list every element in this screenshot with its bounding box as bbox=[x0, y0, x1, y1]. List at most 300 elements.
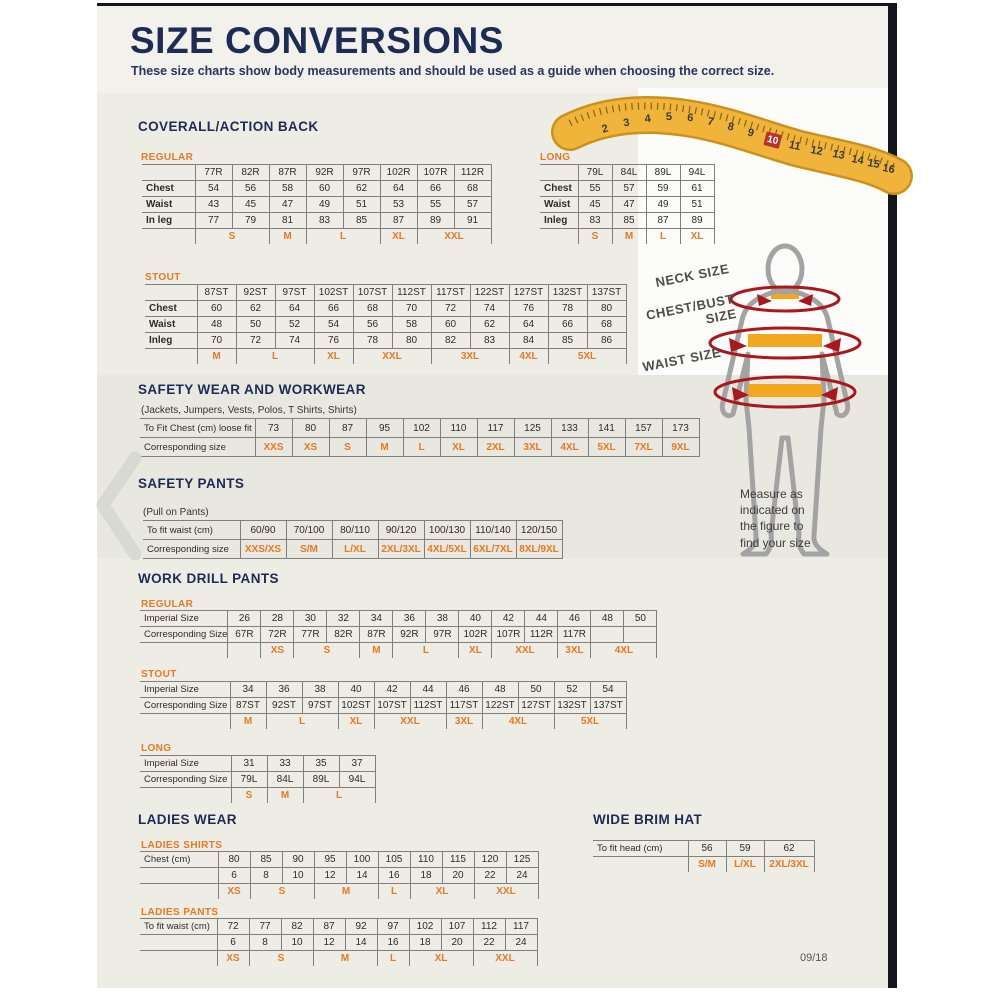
table-cell bbox=[228, 643, 261, 659]
table-cell: 3XL bbox=[558, 643, 591, 659]
svg-text:9: 9 bbox=[746, 126, 756, 140]
table-row bbox=[142, 213, 491, 229]
table-row bbox=[593, 857, 814, 873]
table-cell: L bbox=[403, 438, 440, 457]
table-row bbox=[142, 229, 491, 245]
table-cell: XXL bbox=[474, 884, 538, 900]
svg-text:14: 14 bbox=[850, 152, 865, 168]
table-cell: M bbox=[230, 714, 266, 730]
table-cell bbox=[145, 285, 197, 301]
table-cell: L bbox=[393, 643, 459, 659]
table-row bbox=[145, 333, 626, 349]
table-row bbox=[540, 181, 714, 197]
svg-text:10: 10 bbox=[765, 133, 780, 148]
table-cell bbox=[140, 788, 231, 804]
table-cell: 49 bbox=[646, 197, 680, 213]
table-cell: 62 bbox=[343, 181, 380, 197]
table-cell: 50 bbox=[236, 317, 275, 333]
table-cell: 56 bbox=[353, 317, 392, 333]
table-cell: 56 bbox=[688, 841, 726, 857]
table-cell: 52 bbox=[275, 317, 314, 333]
table-cell: 36 bbox=[393, 611, 426, 627]
table-cell: 97R bbox=[426, 627, 459, 643]
table-cell: 10 bbox=[282, 868, 314, 884]
table-cell: XXS/XS bbox=[240, 540, 286, 559]
svg-text:3: 3 bbox=[622, 116, 631, 130]
table-cell: 9XL bbox=[662, 438, 699, 457]
table-cell: 112ST bbox=[392, 285, 431, 301]
table-cell: 120/150 bbox=[516, 521, 562, 540]
table-cell: XL bbox=[314, 349, 353, 365]
table-cell: 89L bbox=[646, 165, 680, 181]
table-cell: 72R bbox=[261, 627, 294, 643]
table-cell: 81 bbox=[269, 213, 306, 229]
size-table bbox=[593, 840, 815, 872]
table-cell: 92ST bbox=[266, 698, 302, 714]
prev-chevron-icon[interactable] bbox=[90, 450, 146, 562]
table-cell: To fit waist (cm) bbox=[143, 521, 240, 540]
table-cell: Waist bbox=[540, 197, 578, 213]
svg-text:4: 4 bbox=[644, 112, 652, 126]
table-cell: 84L bbox=[612, 165, 646, 181]
table-cell: 68 bbox=[353, 301, 392, 317]
section-title-coverall: COVERALL/ACTION BACK bbox=[138, 119, 319, 134]
safety-wear-table bbox=[140, 418, 700, 457]
table-cell: XS bbox=[261, 643, 294, 659]
table-cell: 77 bbox=[195, 213, 232, 229]
table-cell: 68 bbox=[587, 317, 626, 333]
svg-text:13: 13 bbox=[831, 148, 846, 163]
coverall-stout-table bbox=[145, 284, 627, 364]
table-cell: 54 bbox=[314, 317, 353, 333]
table-cell: 33 bbox=[267, 756, 303, 772]
table-cell: XXS bbox=[255, 438, 292, 457]
table-cell: 12 bbox=[313, 935, 345, 951]
table-cell: XL bbox=[680, 229, 714, 245]
table-cell: 80/110 bbox=[332, 521, 378, 540]
table-cell: 34 bbox=[230, 682, 266, 698]
table-cell: XS bbox=[218, 884, 250, 900]
table-cell: 62 bbox=[236, 301, 275, 317]
table-cell: 127ST bbox=[509, 285, 548, 301]
label-coverall-stout: STOUT bbox=[145, 272, 181, 283]
table-cell: 35 bbox=[303, 756, 339, 772]
size-table bbox=[145, 284, 627, 364]
table-cell: 110/140 bbox=[470, 521, 516, 540]
table-row bbox=[140, 951, 537, 967]
table-cell: S bbox=[294, 643, 360, 659]
safety-wear-note: (Jackets, Jumpers, Vests, Polos, T Shirts, Shirts) bbox=[141, 405, 357, 416]
table-cell: 95 bbox=[366, 419, 403, 438]
table-cell: 54 bbox=[590, 682, 626, 698]
table-cell: L/XL bbox=[332, 540, 378, 559]
table-cell: XXL bbox=[417, 229, 491, 245]
table-cell bbox=[591, 627, 624, 643]
table-cell bbox=[142, 229, 195, 245]
table-cell: 46 bbox=[558, 611, 591, 627]
table-row bbox=[140, 884, 538, 900]
table-cell: 112R bbox=[525, 627, 558, 643]
svg-text:7: 7 bbox=[706, 115, 715, 129]
table-cell: 92R bbox=[306, 165, 343, 181]
table-cell: 64 bbox=[275, 301, 314, 317]
table-cell: 78 bbox=[548, 301, 587, 317]
table-cell: M bbox=[269, 229, 306, 245]
table-cell: 173 bbox=[662, 419, 699, 438]
table-row bbox=[140, 868, 538, 884]
table-cell: 38 bbox=[302, 682, 338, 698]
svg-text:16: 16 bbox=[881, 161, 896, 177]
table-cell: 62 bbox=[764, 841, 814, 857]
table-row bbox=[142, 181, 491, 197]
table-cell: 85 bbox=[343, 213, 380, 229]
table-cell: S bbox=[250, 884, 314, 900]
table-cell bbox=[140, 868, 218, 884]
table-row bbox=[140, 772, 375, 788]
table-cell: 2XL/3XL bbox=[764, 857, 814, 873]
table-cell: 85 bbox=[250, 852, 282, 868]
table-cell: 48 bbox=[591, 611, 624, 627]
ladies-shirts-table bbox=[140, 851, 539, 899]
table-cell: 100/130 bbox=[424, 521, 470, 540]
table-cell: 117 bbox=[505, 919, 537, 935]
table-cell: 133 bbox=[551, 419, 588, 438]
table-cell: 94L bbox=[339, 772, 375, 788]
table-cell: 141 bbox=[588, 419, 625, 438]
svg-text:6: 6 bbox=[686, 111, 694, 125]
table-cell: Corresponding Size bbox=[140, 627, 228, 643]
table-cell: L bbox=[266, 714, 338, 730]
table-cell: 74 bbox=[275, 333, 314, 349]
wdp-long-table bbox=[140, 755, 376, 803]
table-cell bbox=[540, 165, 578, 181]
table-cell: XXL bbox=[353, 349, 431, 365]
table-cell: 64 bbox=[509, 317, 548, 333]
table-cell: 86 bbox=[587, 333, 626, 349]
coverall-long-table bbox=[540, 164, 715, 244]
table-cell: 122ST bbox=[482, 698, 518, 714]
table-row bbox=[145, 317, 626, 333]
table-cell: Corresponding size bbox=[140, 438, 255, 457]
table-row bbox=[593, 841, 814, 857]
page-title: SIZE CONVERSIONS bbox=[130, 20, 504, 61]
table-row bbox=[540, 165, 714, 181]
table-cell: 122ST bbox=[470, 285, 509, 301]
table-cell: 137ST bbox=[587, 285, 626, 301]
table-cell: 44 bbox=[525, 611, 558, 627]
table-cell: 137ST bbox=[590, 698, 626, 714]
table-cell: 50 bbox=[518, 682, 554, 698]
table-cell: 107ST bbox=[353, 285, 392, 301]
table-cell: 3XL bbox=[446, 714, 482, 730]
table-cell: 97R bbox=[343, 165, 380, 181]
table-cell bbox=[624, 627, 657, 643]
table-row bbox=[140, 714, 626, 730]
table-cell: 56 bbox=[232, 181, 269, 197]
table-cell: XS bbox=[292, 438, 329, 457]
table-cell: 8 bbox=[249, 935, 281, 951]
table-cell: 26 bbox=[228, 611, 261, 627]
table-cell: 70/100 bbox=[286, 521, 332, 540]
figure-label-waist: WAIST SIZE bbox=[641, 344, 723, 375]
table-cell: 83 bbox=[578, 213, 612, 229]
table-cell: L bbox=[377, 951, 409, 967]
table-cell: 4XL bbox=[482, 714, 554, 730]
table-cell: Chest bbox=[142, 181, 195, 197]
table-cell: M bbox=[197, 349, 236, 365]
table-cell: S/M bbox=[688, 857, 726, 873]
table-row bbox=[140, 935, 537, 951]
table-cell: 82 bbox=[281, 919, 313, 935]
size-table bbox=[143, 520, 563, 559]
table-cell: 127ST bbox=[518, 698, 554, 714]
size-table bbox=[140, 418, 700, 457]
table-cell: 77 bbox=[249, 919, 281, 935]
table-row bbox=[140, 852, 538, 868]
table-cell: 76 bbox=[314, 333, 353, 349]
table-cell: 67R bbox=[228, 627, 261, 643]
table-cell: 92 bbox=[345, 919, 377, 935]
table-cell: 78 bbox=[353, 333, 392, 349]
table-cell: L bbox=[646, 229, 680, 245]
label-wdp-stout: STOUT bbox=[141, 669, 177, 680]
table-cell: In leg bbox=[142, 213, 195, 229]
table-cell: M bbox=[267, 788, 303, 804]
table-cell: 22 bbox=[474, 868, 506, 884]
table-cell: 66 bbox=[417, 181, 454, 197]
size-table bbox=[142, 164, 492, 244]
table-row bbox=[142, 165, 491, 181]
table-cell: 77R bbox=[294, 627, 327, 643]
table-cell: 52 bbox=[554, 682, 590, 698]
table-row bbox=[145, 285, 626, 301]
table-cell: 6XL/7XL bbox=[470, 540, 516, 559]
section-title-safety-pants: SAFETY PANTS bbox=[138, 476, 245, 491]
label-wdp-regular: REGULAR bbox=[141, 599, 194, 610]
table-cell: 44 bbox=[410, 682, 446, 698]
table-cell: 97ST bbox=[275, 285, 314, 301]
section-title-work-drill: WORK DRILL PANTS bbox=[138, 571, 279, 586]
table-cell: 117 bbox=[477, 419, 514, 438]
table-cell: L bbox=[306, 229, 380, 245]
table-cell: 20 bbox=[441, 935, 473, 951]
size-table bbox=[140, 851, 539, 899]
table-cell: 102 bbox=[409, 919, 441, 935]
table-cell: 125 bbox=[514, 419, 551, 438]
table-cell: 105 bbox=[378, 852, 410, 868]
table-cell: 16 bbox=[378, 868, 410, 884]
table-cell: 100 bbox=[346, 852, 378, 868]
table-cell: S bbox=[231, 788, 267, 804]
table-cell: 97ST bbox=[302, 698, 338, 714]
table-cell: 51 bbox=[680, 197, 714, 213]
table-cell: 87 bbox=[313, 919, 345, 935]
table-cell bbox=[140, 643, 228, 659]
table-row bbox=[140, 643, 657, 659]
table-cell: 40 bbox=[459, 611, 492, 627]
label-wdp-long: LONG bbox=[141, 743, 172, 754]
table-cell: 40 bbox=[338, 682, 374, 698]
table-row bbox=[140, 682, 626, 698]
table-cell: 112 bbox=[473, 919, 505, 935]
table-cell: 43 bbox=[195, 197, 232, 213]
table-row bbox=[142, 197, 491, 213]
table-cell: To Fit Chest (cm) loose fit bbox=[140, 419, 255, 438]
coverall-regular-table bbox=[142, 164, 492, 244]
table-cell: 76 bbox=[509, 301, 548, 317]
table-cell: S/M bbox=[286, 540, 332, 559]
table-row bbox=[140, 919, 537, 935]
table-cell: XL bbox=[380, 229, 417, 245]
table-cell: Chest bbox=[145, 301, 197, 317]
table-cell: 68 bbox=[454, 181, 491, 197]
label-coverall-regular: REGULAR bbox=[141, 152, 194, 163]
table-cell: 34 bbox=[360, 611, 393, 627]
table-cell: 102ST bbox=[314, 285, 353, 301]
table-cell: 70 bbox=[197, 333, 236, 349]
table-row bbox=[140, 611, 657, 627]
table-cell: XXL bbox=[473, 951, 537, 967]
table-cell bbox=[142, 165, 195, 181]
table-cell: 60 bbox=[197, 301, 236, 317]
table-row bbox=[140, 419, 699, 438]
table-cell: Inleg bbox=[540, 213, 578, 229]
table-cell: M bbox=[366, 438, 403, 457]
table-cell: XS bbox=[217, 951, 249, 967]
table-cell: 58 bbox=[392, 317, 431, 333]
label-ladies-shirts: LADIES SHIRTS bbox=[141, 840, 223, 851]
table-cell: 89 bbox=[417, 213, 454, 229]
table-cell: 89 bbox=[680, 213, 714, 229]
table-cell: 87R bbox=[269, 165, 306, 181]
table-cell: 58 bbox=[269, 181, 306, 197]
table-cell: S bbox=[329, 438, 366, 457]
table-cell: 91 bbox=[454, 213, 491, 229]
table-cell: 60/90 bbox=[240, 521, 286, 540]
table-cell: 47 bbox=[269, 197, 306, 213]
table-cell: Corresponding size bbox=[143, 540, 240, 559]
table-row bbox=[145, 301, 626, 317]
table-cell: 60 bbox=[431, 317, 470, 333]
table-cell: 82R bbox=[327, 627, 360, 643]
table-cell: XL bbox=[410, 884, 474, 900]
table-cell: 61 bbox=[680, 181, 714, 197]
table-cell: 117ST bbox=[431, 285, 470, 301]
page-subtitle: These size charts show body measurements and should be used as a guide when choosing the correct size. bbox=[131, 64, 775, 78]
table-cell: 83 bbox=[470, 333, 509, 349]
figure-caption: Measure as indicated on the figure to find your size bbox=[740, 487, 811, 550]
table-cell: 83 bbox=[306, 213, 343, 229]
table-cell: 107R bbox=[417, 165, 454, 181]
label-coverall-long: LONG bbox=[540, 152, 571, 163]
table-row bbox=[143, 521, 562, 540]
table-cell: 10 bbox=[281, 935, 313, 951]
table-cell: 107 bbox=[441, 919, 473, 935]
table-cell: M bbox=[612, 229, 646, 245]
table-cell bbox=[145, 349, 197, 365]
svg-text:2: 2 bbox=[600, 122, 610, 136]
table-cell: 117ST bbox=[446, 698, 482, 714]
table-cell: 4XL/5XL bbox=[424, 540, 470, 559]
table-cell: 42 bbox=[374, 682, 410, 698]
table-cell: M bbox=[313, 951, 377, 967]
size-table bbox=[140, 755, 376, 803]
table-cell: 46 bbox=[446, 682, 482, 698]
table-cell: 117R bbox=[558, 627, 591, 643]
table-cell: 36 bbox=[266, 682, 302, 698]
svg-text:12: 12 bbox=[809, 143, 824, 159]
table-cell: 87 bbox=[329, 419, 366, 438]
figure-label-chest: CHEST/BUST SIZE bbox=[644, 291, 738, 327]
table-cell: 3XL bbox=[431, 349, 509, 365]
table-cell: 66 bbox=[548, 317, 587, 333]
table-cell: 102 bbox=[403, 419, 440, 438]
section-title-ladies: LADIES WEAR bbox=[138, 812, 237, 827]
table-cell: 2XL bbox=[477, 438, 514, 457]
table-cell: 79L bbox=[578, 165, 612, 181]
table-cell: 97 bbox=[377, 919, 409, 935]
table-cell: 120 bbox=[474, 852, 506, 868]
table-cell: 102R bbox=[380, 165, 417, 181]
table-cell: 79L bbox=[231, 772, 267, 788]
table-row bbox=[140, 788, 375, 804]
table-cell: 60 bbox=[306, 181, 343, 197]
table-row bbox=[140, 698, 626, 714]
table-cell: 5XL bbox=[548, 349, 626, 365]
table-cell: 51 bbox=[343, 197, 380, 213]
table-cell: 125 bbox=[506, 852, 538, 868]
table-cell: 87 bbox=[646, 213, 680, 229]
table-cell: L bbox=[303, 788, 375, 804]
section-title-safety-wear: SAFETY WEAR AND WORKWEAR bbox=[138, 382, 366, 397]
table-cell: 85 bbox=[612, 213, 646, 229]
size-table bbox=[140, 918, 538, 966]
table-cell: 7XL bbox=[625, 438, 662, 457]
table-cell: 38 bbox=[426, 611, 459, 627]
table-row bbox=[540, 213, 714, 229]
table-cell: 90 bbox=[282, 852, 314, 868]
table-cell bbox=[540, 229, 578, 245]
table-cell: 84L bbox=[267, 772, 303, 788]
table-cell: 87ST bbox=[197, 285, 236, 301]
table-cell: 24 bbox=[505, 935, 537, 951]
table-cell: 54 bbox=[195, 181, 232, 197]
table-cell: 31 bbox=[231, 756, 267, 772]
table-cell: 5XL bbox=[588, 438, 625, 457]
table-cell bbox=[593, 857, 688, 873]
table-cell: 102R bbox=[459, 627, 492, 643]
table-cell: 30 bbox=[294, 611, 327, 627]
table-cell: S bbox=[195, 229, 269, 245]
page-number: 09/18 bbox=[800, 952, 828, 964]
table-cell: 53 bbox=[380, 197, 417, 213]
table-cell: 80 bbox=[587, 301, 626, 317]
table-row bbox=[145, 349, 626, 365]
chest-band bbox=[748, 334, 822, 347]
table-cell: 89L bbox=[303, 772, 339, 788]
svg-text:8: 8 bbox=[726, 120, 736, 134]
table-cell: 110 bbox=[440, 419, 477, 438]
safety-pants-table bbox=[143, 520, 563, 559]
waist-band bbox=[748, 384, 822, 397]
table-cell: To fit head (cm) bbox=[593, 841, 688, 857]
table-cell: 66 bbox=[314, 301, 353, 317]
svg-text:5: 5 bbox=[665, 110, 673, 124]
table-cell: 12 bbox=[314, 868, 346, 884]
table-cell: 79 bbox=[232, 213, 269, 229]
table-cell bbox=[140, 884, 218, 900]
wdp-regular-table bbox=[140, 610, 657, 658]
